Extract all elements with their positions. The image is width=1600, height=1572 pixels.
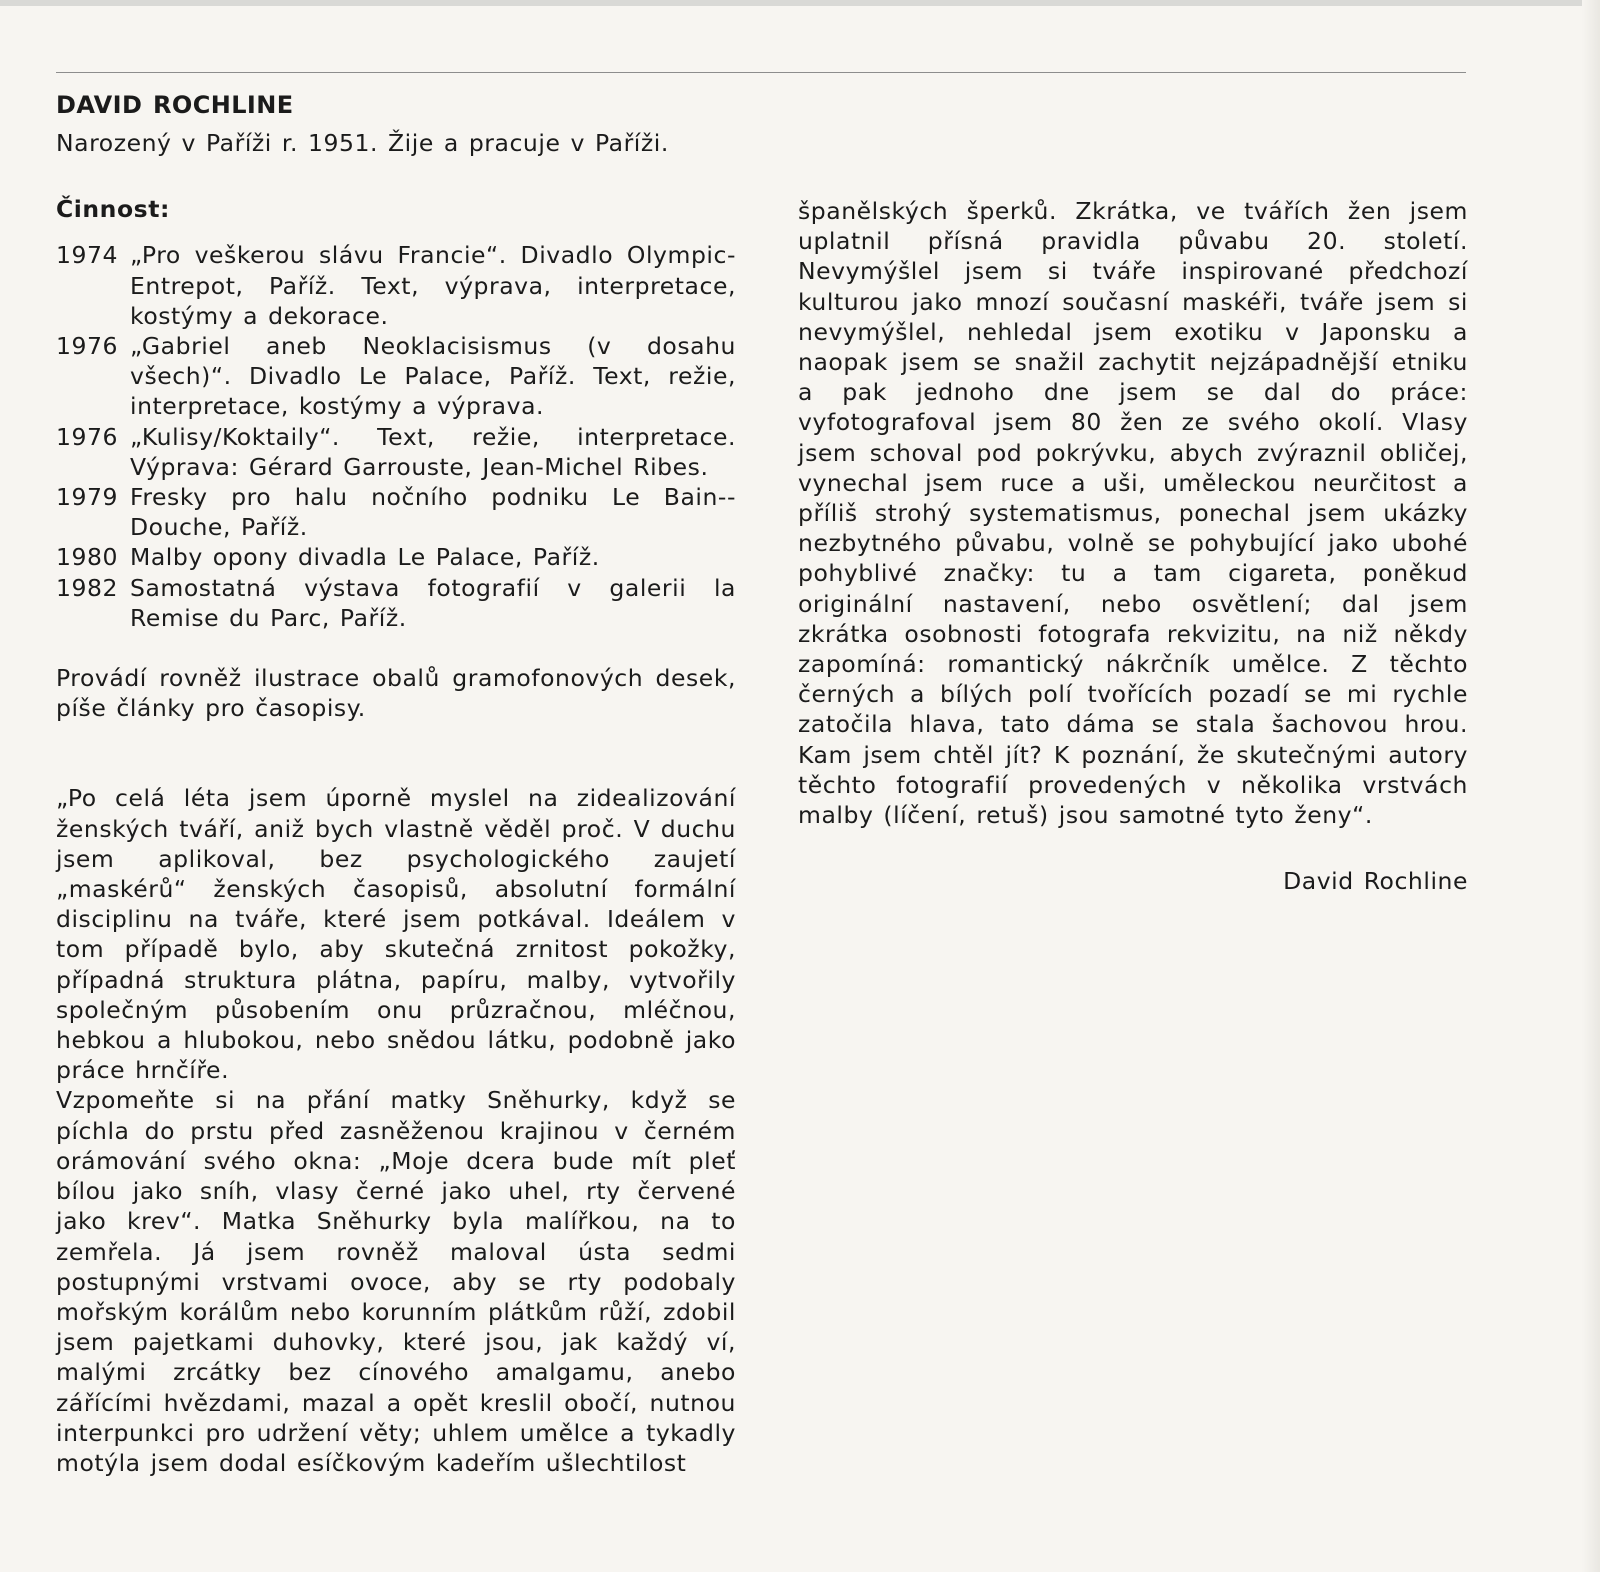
activity-text: „Kulisy/Koktaily“. Text, režie, interpretace. Výprava: Gérard Garrouste, Jean-Michel Ribes.: [130, 422, 736, 481]
author-name: DAVID ROCHLINE: [56, 91, 294, 119]
activity-text: Malby opony divadla Le Palace, Paříž.: [130, 543, 600, 572]
activity-item: [56, 240, 736, 331]
quote-paragraph: Vzpomeňte si na přání matky Sněhurky, když se píchla do prstu před zasněženou krajinou v černém orámování svého okna: „Moje dcera bude mít pleť bílou jako sníh, vlasy černé jako uhel, rty červené jako krev“. Matka Sněhurky byla malířkou, na to zemřela. Já jsem rovněž maloval ústa sedmi postupnými vrstvami ovoce, aby se rty podobaly mořským korálům nebo korunním plátkům růží, zdobil jsem pajetkami duhovky, které jsou, jak každý ví, malými zrcátky bez cínového amalgamu, anebo zářícími hvězdami, mazal a opět kreslil obočí, nutnou interpunkci pro udržení věty; uhlem umělce a tykadly motýla jsem dodal esíčkovým kadeřím ušlechtilost: [56, 1086, 736, 1477]
author-signature: David Rochline: [1283, 867, 1468, 896]
activity-year: 1976: [56, 422, 119, 451]
activity-item: [56, 482, 736, 542]
activity-year: 1976: [56, 332, 119, 361]
activity-text: „Gabriel aneb Neoklacisismus (v dosahu všech)“. Divadlo Le Palace, Paříž. Text, režie, interpretace, kostýmy a výprava.: [130, 332, 736, 421]
quote-paragraph: „Po celá léta jsem úporně myslel na zidealizování ženských tváří, aniž bych vlastně věděl proč. V duchu jsem aplikoval, bez psychologického zaujetí „maskérů“ ženských časopisů, absolutní formální disciplinu na tváře, které jsem potkával. Ideálem v tom případě bylo, aby skutečná zrnitost pokožky, případná struktura plátna, papíru, malby, vytvořily společným působením onu průzračnou, mléčnou, hebkou a hlubokou, nebo snědou látku, podobně jako práce hrnčíře.: [56, 784, 736, 1085]
page-edge-shadow: [1582, 0, 1600, 1572]
page-top-shadow: [0, 0, 1600, 6]
activities-list: [56, 240, 736, 633]
left-column: [56, 88, 736, 1478]
activity-text: Fresky pro halu nočního podniku Le Bain--Douche, Paříž.: [130, 483, 736, 542]
activity-year: 1974: [56, 241, 119, 270]
birth-info: Narozený v Paříži r. 1951. Žije a pracuje v Paříži.: [56, 129, 669, 157]
activities-heading: Činnost:: [56, 195, 170, 224]
activity-item: [56, 573, 736, 633]
right-column: [798, 196, 1468, 896]
activity-text: „Pro veškerou slávu Francie“. Divadlo Olympic-Entrepot, Paříž. Text, výprava, interpretace, kostýmy a dekorace.: [130, 241, 736, 330]
activity-item: [56, 542, 736, 572]
quote-paragraph-continued: španělských šperků. Zkrátka, ve tvářích žen jsem uplatnil přísná pravidla půvabu 20. století. Nevymýšlel jsem si tváře inspirované předchozí kulturou jako mnozí současní maskéři, tváře jsem si nevymýšlel, nehledal jsem exotiku v Japonsku a naopak jsem se snažil zachytit nejzápadnější etniku a pak jednoho dne jsem se dal do práce: vyfotografoval jsem 80 žen ze svého okolí. Vlasy jsem schoval pod pokrývku, abych zvýraznil obličej, vynechal jsem ruce a uši, uměleckou neurčitost a příliš strohý systematismus, ponechal jsem ukázky nezbytného půvabu, volně se pohybující jako ubohé pohyblivé značky: tu a tam cigareta, poněkud originální nastavení, nebo osvětlení; dal jsem zkrátka osobnosti fotografa rekvizitu, na niž někdy zapomíná: romantický nákrčník umělce. Z těchto černých a bílých polí tvořících pozadí se mi rychle zatočila hlava, tato dáma se stala šachovou hrou. Kam jsem chtěl jít? K poznání, že skutečnými autory těchto fotografií provedených v několika vrstvách malby (líčení, retuš) jsou samotné tyto ženy“.: [798, 197, 1468, 830]
activity-year: 1980: [56, 543, 119, 572]
activity-text: Samostatná výstava fotografií v galerii la Remise du Parc, Paříž.: [130, 573, 736, 632]
activity-year: 1979: [56, 483, 119, 512]
activity-item: [56, 331, 736, 422]
activity-year: 1982: [56, 573, 119, 602]
additional-activities-note: Provádí rovněž ilustrace obalů gramofonových desek, píše články pro časopisy.: [56, 664, 736, 723]
header-rule: [56, 72, 1466, 73]
activity-item: [56, 422, 736, 482]
